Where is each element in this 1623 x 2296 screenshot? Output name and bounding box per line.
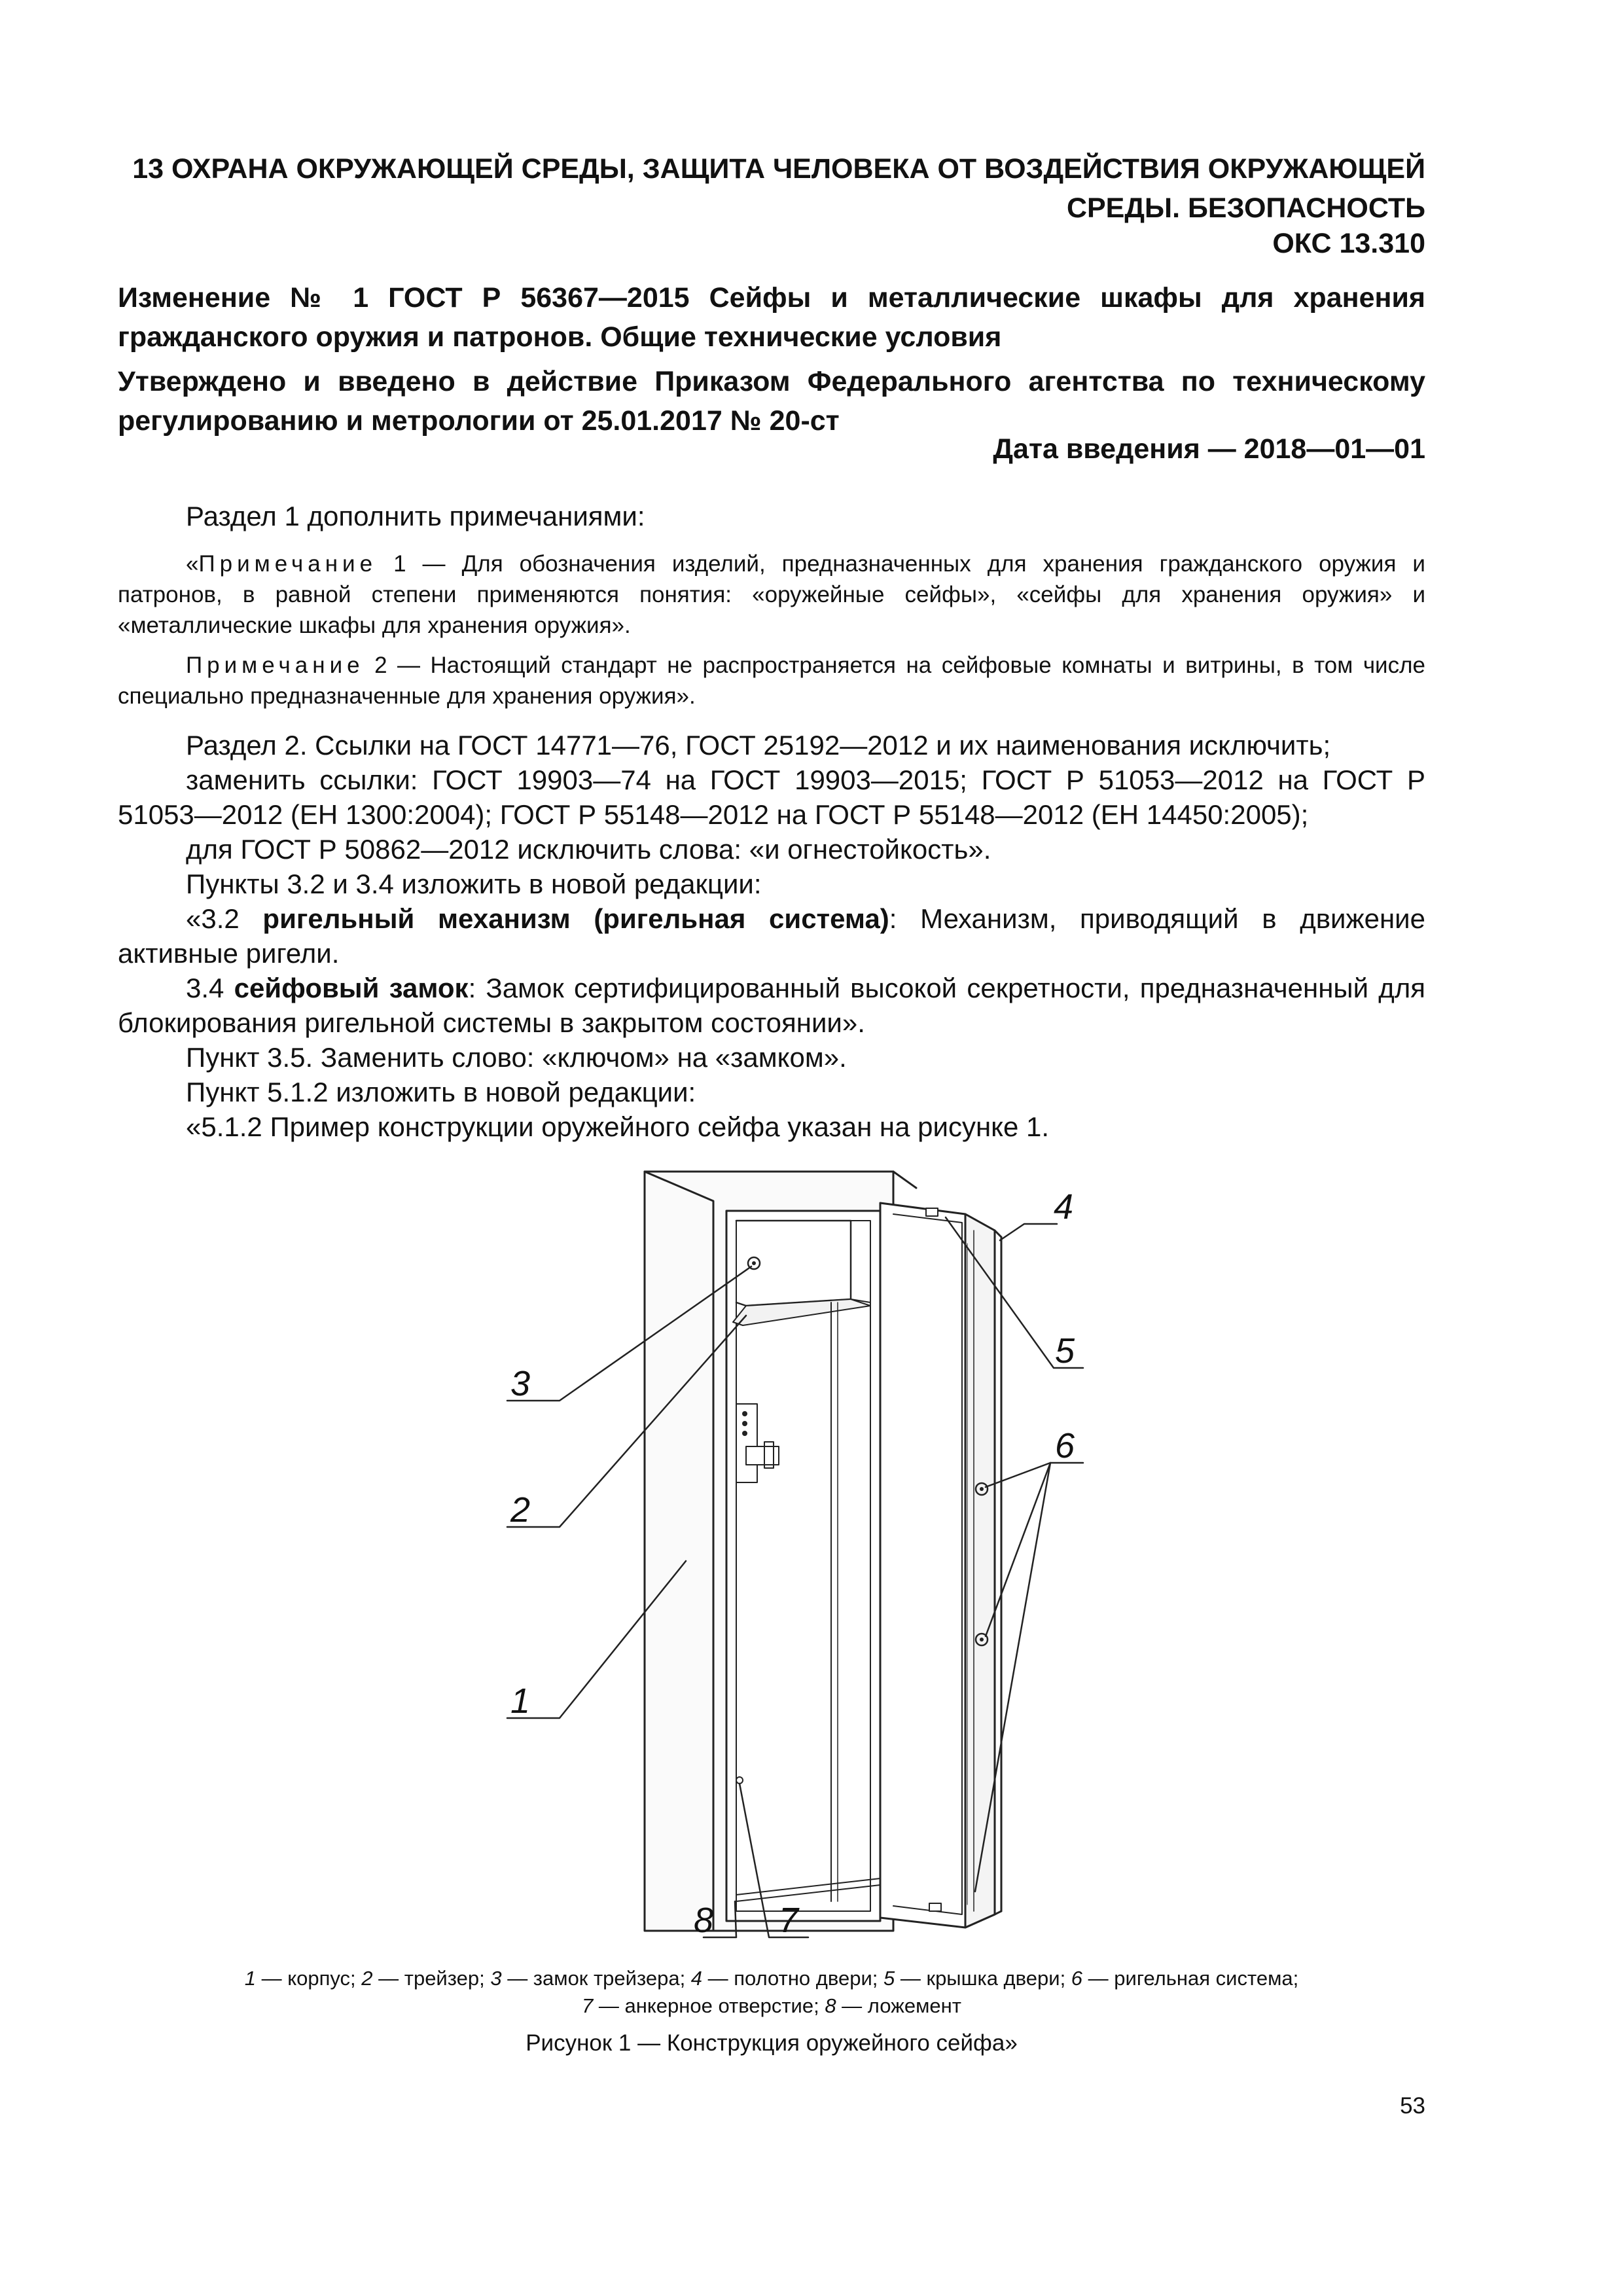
legend-text: — анкерное отверстие; [593, 1994, 825, 2017]
note-1-text: 1 — Для обозначения изделий, предназначенных для хранения гражданского оружия и патронов, в равной степени применяются понятия: «оружейные сейфы», «сейфы для хранения оружия» и «металлические шкафы для хранения оружия». [118, 551, 1425, 638]
legend-num: 1 [244, 1967, 256, 1990]
paragraph-section1: Раздел 1 дополнить примечаниями: [186, 501, 645, 531]
introduction-date: Дата введения — 2018—01—01 [993, 433, 1425, 465]
note-1-label: Примечание [198, 551, 378, 577]
legend-text: — корпус; [255, 1967, 362, 1990]
paragraph-3-4 [118, 971, 1425, 1040]
figure-caption: Рисунок 1 — Конструкция оружейного сейфа» [526, 2030, 1018, 2056]
callout-4: 4 [1054, 1187, 1074, 1227]
paragraph-figure-reference: «5.1.2 Пример конструкции оружейного сейфа указан на рисунке 1. [186, 1111, 1050, 1142]
clause-3-4-text: : Замок сертифицированный высокой секретности, предназначенный для блокирования ригельной системы в закрытом состоянии». [118, 973, 1425, 1038]
legend-num: 5 [883, 1967, 895, 1990]
paragraph-exclude-words: для ГОСТ Р 50862—2012 исключить слова: «и огнестойкость». [186, 834, 991, 865]
safe-figure [471, 1152, 1126, 1950]
change-title: Изменение № 1 ГОСТ Р 56367—2015 Сейфы и металлические шкафы для хранения гражданского оружия и патронов. Общие технические условия [118, 282, 1425, 353]
legend-text: — ригельная система; [1082, 1967, 1299, 1990]
paragraph-3-5: Пункт 3.5. Заменить слово: «ключом» на «замком». [186, 1042, 847, 1073]
legend-num: 8 [825, 1994, 836, 2017]
oks-code: ОКС 13.310 [1272, 228, 1425, 259]
legend-num: 6 [1071, 1967, 1083, 1990]
note-2-text: 2 — Настоящий стандарт не распространяется на сейфовые комнаты и витрины, в том числе специально предназначенные для хранения оружия». [118, 653, 1425, 709]
safe-door [880, 1203, 1001, 1928]
callout-7: 7 [779, 1901, 799, 1940]
legend-num: 2 [361, 1967, 373, 1990]
legend-num: 3 [490, 1967, 502, 1990]
page-number: 53 [1400, 2093, 1425, 2119]
callout-3: 3 [510, 1364, 531, 1403]
clause-3-4-term: сейфовый замок [234, 973, 469, 1003]
note-2-label: Примечание [186, 653, 365, 678]
section-heading-line2: СРЕДЫ. БЕЗОПАСНОСТЬ [1066, 192, 1425, 224]
callout-6: 6 [1055, 1426, 1075, 1465]
note-1 [118, 548, 1425, 641]
paragraph-replace-refs: заменить ссылки: ГОСТ 19903—74 на ГОСТ 19903—2015; ГОСТ Р 51053—2012 на ГОСТ Р 51053—2012 (ЕН 1300:2004); ГОСТ Р 55148—2012 на ГОСТ Р 55148—2012 (ЕН 14450:2005); [118, 764, 1425, 830]
legend-num: 4 [690, 1967, 703, 1990]
note-2 [118, 650, 1425, 711]
section-heading [118, 149, 1425, 228]
clause-3-2-number: «3.2 [186, 903, 263, 934]
legend-text: — ложемент [836, 1994, 961, 2017]
clause-3-2-term: ригельный механизм (ригельная система) [262, 903, 889, 934]
trezor-keyhole [752, 1261, 756, 1265]
paragraph-3-2 [118, 901, 1425, 971]
clause-3-4-number: 3.4 [186, 973, 234, 1003]
note-1-prefix: « [186, 551, 199, 577]
legend-num: 7 [582, 1994, 594, 2017]
callout-8: 8 [694, 1901, 714, 1940]
callout-2: 2 [510, 1490, 531, 1530]
figure-legend-line1 [118, 1965, 1425, 1992]
legend-text: — трейзер; [372, 1967, 491, 1990]
figure-legend [118, 1965, 1425, 2020]
legend-text: — крышка двери; [895, 1967, 1071, 1990]
paragraph-section2: Раздел 2. Ссылки на ГОСТ 14771—76, ГОСТ 25192—2012 и их наименования исключить; [186, 730, 1331, 761]
section-heading-line1: 13 ОХРАНА ОКРУЖАЮЩЕЙ СРЕДЫ, ЗАЩИТА ЧЕЛОВЕКА ОТ ВОЗДЕЙСТВИЯ ОКРУЖАЮЩЕЙ [132, 153, 1425, 185]
legend-text: — замок трейзера; [501, 1967, 691, 1990]
callout-5: 5 [1055, 1331, 1075, 1371]
paragraph-5-1-2: Пункт 5.1.2 изложить в новой редакции: [186, 1077, 696, 1107]
callout-1: 1 [510, 1681, 531, 1721]
approval-statement: Утверждено и введено в действие Приказом Федерального агентства по техническому регулированию и метрологии от 25.01.2017 № 20-ст [118, 366, 1425, 437]
safe-body [645, 1172, 916, 1931]
paragraph-clauses: Пункты 3.2 и 3.4 изложить в новой редакции: [186, 869, 762, 899]
legend-text: — полотно двери; [702, 1967, 884, 1990]
figure-legend-line2 [118, 1992, 1425, 2020]
clause-3-2-text: : Механизм, приводящий в движение активные ригели. [118, 903, 1425, 969]
